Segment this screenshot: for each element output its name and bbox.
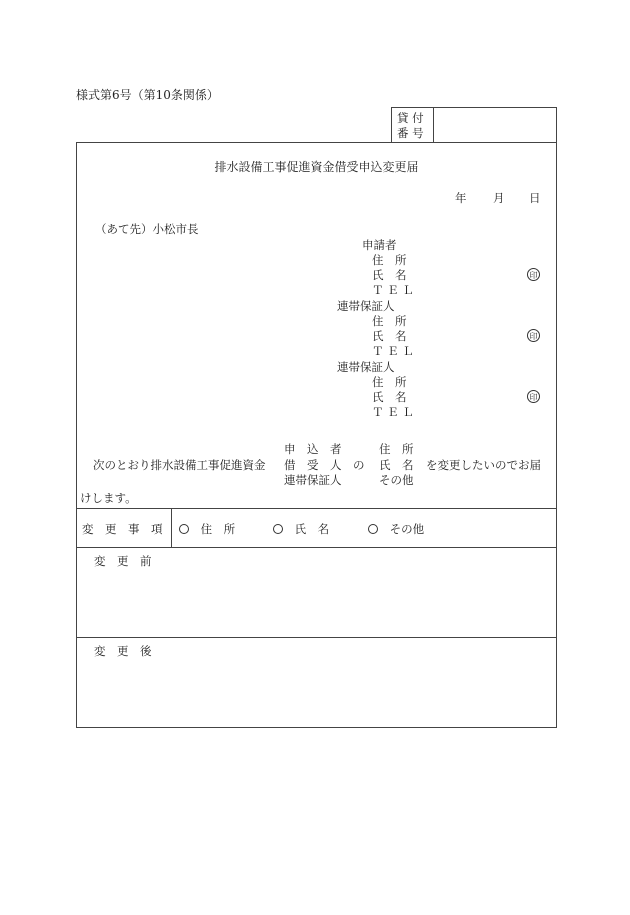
option-other[interactable] — [368, 521, 424, 537]
guarantor2-tel-label: Ｔ Ｅ Ｌ — [372, 405, 414, 419]
statement-role-2: 借 受 人 の — [284, 458, 365, 472]
guarantor2-name-label: 氏 名 — [372, 390, 407, 404]
applicant-name-label: 氏 名 — [372, 268, 407, 282]
guarantor1-seal: 印 — [527, 329, 540, 342]
date-day: 日 — [529, 191, 541, 205]
statement-lead: 次のとおり排水設備工事促進資金 — [93, 458, 266, 472]
applicant-heading: 申請者 — [362, 238, 397, 252]
guarantor1-heading: 連帯保証人 — [337, 299, 395, 313]
statement-item-1: 住 所 — [379, 442, 414, 456]
change-items-label: 変 更 事 項 — [82, 522, 163, 536]
date-year: 年 — [455, 191, 467, 205]
statement-role-3: 連帯保証人 — [284, 473, 342, 487]
option-name[interactable] — [273, 521, 329, 537]
option-address-label: 住 所 — [200, 522, 236, 536]
addressee: （あて先）小松市長 — [95, 222, 199, 236]
applicant-seal: 印 — [527, 268, 540, 281]
before-label: 変 更 前 — [94, 554, 152, 568]
applicant-tel-label: Ｔ Ｅ Ｌ — [372, 283, 414, 297]
form-number: 様式第6号（第10条関係） — [76, 88, 219, 102]
statement-item-3: その他 — [379, 473, 414, 487]
option-address[interactable] — [179, 521, 235, 537]
divider-change-items-top — [76, 508, 557, 509]
option-other-radio[interactable] — [368, 524, 378, 534]
guarantor1-address-label: 住 所 — [372, 314, 407, 328]
applicant-address-label: 住 所 — [372, 253, 407, 267]
option-address-radio[interactable] — [179, 524, 189, 534]
after-label: 変 更 後 — [94, 644, 152, 658]
option-name-radio[interactable] — [273, 524, 283, 534]
after-field[interactable] — [90, 662, 545, 722]
guarantor1-name-label: 氏 名 — [372, 329, 407, 343]
guarantor1-tel-label: Ｔ Ｅ Ｌ — [372, 344, 414, 358]
guarantor2-heading: 連帯保証人 — [337, 360, 395, 374]
guarantor2-seal: 印 — [527, 390, 540, 403]
form-title: 排水設備工事促進資金借受申込変更届 — [214, 160, 419, 174]
statement-tail: を変更したいのでお届 — [426, 458, 541, 472]
loan-number-label-2: 番 号 — [397, 126, 424, 140]
statement-role-1: 申 込 者 — [284, 442, 342, 456]
date-month: 月 — [493, 191, 505, 205]
divider-after-top — [76, 637, 557, 638]
loan-number-label-1: 貸 付 — [397, 111, 424, 125]
option-name-label: 氏 名 — [294, 522, 330, 536]
option-other-label: その他 — [389, 522, 425, 536]
guarantor2-address-label: 住 所 — [372, 375, 407, 389]
statement-continuation: けします。 — [80, 491, 137, 505]
loan-number-divider — [433, 107, 434, 143]
before-field[interactable] — [90, 572, 545, 632]
divider-before-top — [76, 547, 557, 548]
divider-change-items-label — [171, 508, 172, 547]
statement-item-2: 氏 名 — [379, 458, 414, 472]
loan-number-field[interactable] — [440, 117, 550, 133]
